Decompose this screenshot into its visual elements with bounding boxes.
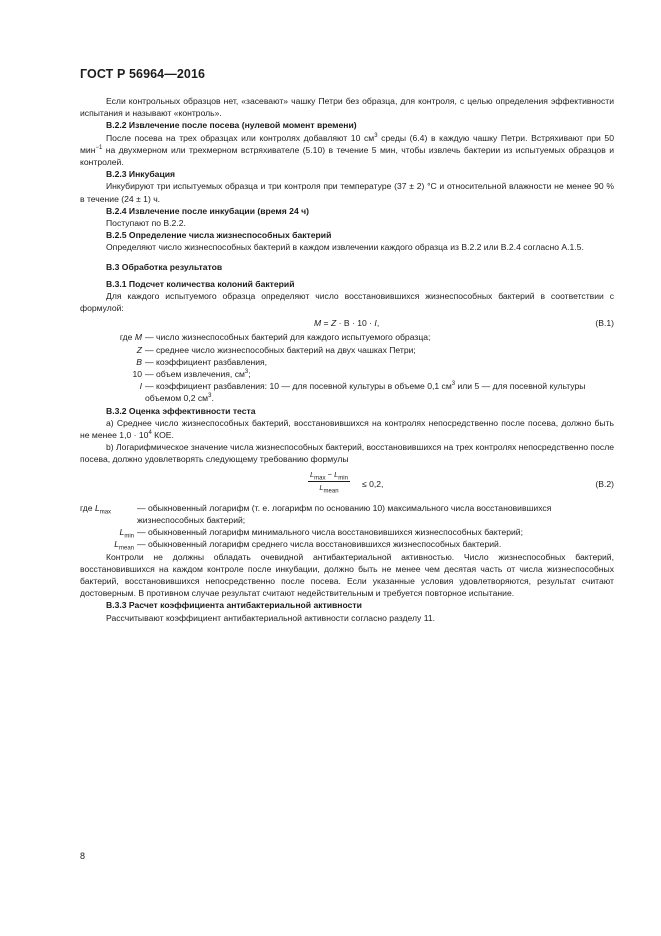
where-sym-10: 10 bbox=[132, 369, 142, 380]
where-sym-l: I bbox=[139, 381, 142, 392]
b22-text-c: на двухмерном или трехмерном встряхивателе (5.10) в течение 5 мин, чтобы извлечь бактерии из испытуемых образцов и контролей. bbox=[80, 144, 614, 168]
formula-b-1 bbox=[80, 317, 614, 331]
where-text-10-a: — объем извлечения, см bbox=[145, 369, 245, 380]
where-list-1 bbox=[80, 331, 614, 404]
where-text-l-c: . bbox=[211, 393, 214, 404]
formula-b-2-fraction bbox=[308, 470, 350, 493]
where-text-m: — число жизнеспособных бактерий для каждого испытуемого образца; bbox=[145, 332, 431, 343]
paragraph-b-2-4: Поступают по B.2.2. bbox=[106, 218, 186, 229]
formula-eq: = bbox=[321, 318, 331, 329]
formula-b-2 bbox=[80, 470, 614, 500]
paragraph-b-3-2-c: Контроли не должны обладать очевидной антибактериальной активностью. Число жизнеспособных бактерий, восстановившихся на каждом контроле после инкубации, должно быть не менее чем десятая часть от числа жизнеспособных бактерий, восстановившихся непосредственно после посева. Если указанные условия удовлетворяются, результат считают достоверным. В противном случае результат считают недействительным и требуется повторное испытание. bbox=[80, 551, 614, 599]
fraction-l-min: L bbox=[334, 469, 339, 479]
formula-z: Z bbox=[330, 318, 337, 329]
formula-l: I bbox=[374, 318, 377, 329]
heading-b-3-3: B.3.3 Расчет коэффициента антибактериальной активности bbox=[106, 600, 362, 611]
paragraph-b-2-3: Инкубируют три испытуемых образца и три контроля при температуре (37 ± 2) °С и относительной влажности не менее 90 % в течение (24 ± 1) ч. bbox=[80, 181, 614, 204]
where-text-l-a: — коэффициент разбавления: 10 — для посевной культуры в объеме 0,1 см bbox=[145, 381, 452, 392]
b32-a-sup: 4 bbox=[148, 430, 152, 437]
heading-b-2-4: B.2.4 Извлечение после инкубации (время 24 ч) bbox=[106, 205, 309, 216]
where-text-10 bbox=[142, 368, 614, 380]
where2-item-mean bbox=[80, 538, 614, 553]
where-sup-l-2: 3 bbox=[208, 393, 212, 400]
where-sup-10: 3 bbox=[244, 369, 249, 376]
where-sym-z: Z bbox=[136, 344, 142, 355]
where2-item-max bbox=[80, 502, 614, 526]
where2-text-mean: — обыкновенный логарифм среднего числа восстановившихся жизнеспособных бактерий. bbox=[137, 539, 502, 550]
where-list-2 bbox=[80, 502, 614, 551]
paragraph-b-3-1: Для каждого испытуемого образца определяют число восстановившихся жизнеспособных бактерий в соответствии с формулой: bbox=[80, 291, 614, 314]
b22-sup-1: 3 bbox=[374, 132, 378, 139]
page-header-title: ГОСТ Р 56964—2016 bbox=[80, 67, 206, 81]
where2-sub-min: min bbox=[124, 533, 134, 540]
formula-b-1-number: (B.1) bbox=[595, 318, 614, 329]
where2-sub-mean: mean bbox=[118, 546, 134, 553]
b22-sup-2: −1 bbox=[95, 144, 103, 151]
where2-sym-mean: L bbox=[114, 539, 119, 550]
b32-a-text: а) Среднее число жизнеспособных бактерий, восстановившихся на контролях непосредственно после посева, должно быть не менее 1,0 · 10 bbox=[80, 417, 614, 441]
heading-b-2-5: B.2.5 Определение числа жизнеспособных бактерий bbox=[106, 230, 332, 241]
fraction-sub-max: max bbox=[314, 475, 326, 482]
fraction-denominator bbox=[308, 482, 350, 493]
fraction-l-mean: L bbox=[319, 482, 324, 492]
where2-item-min bbox=[80, 526, 614, 538]
formula-b-2-number: (B.2) bbox=[595, 478, 614, 489]
where-sup-l-1: 3 bbox=[451, 381, 456, 388]
where-prefix-2: где bbox=[80, 502, 95, 513]
fraction-sub-min: min bbox=[338, 475, 348, 482]
formula-m: M bbox=[314, 318, 322, 329]
formula-b-2-condition: ≤ 0,2, bbox=[362, 478, 384, 489]
heading-b-3-1: B.3.1 Подсчет количества колоний бактерий bbox=[106, 278, 295, 289]
where-item-10 bbox=[80, 368, 614, 380]
where-text-l bbox=[139, 380, 614, 404]
where-item-m bbox=[80, 331, 614, 343]
where-item-l bbox=[80, 380, 614, 404]
fraction-numerator bbox=[308, 470, 350, 482]
where-text-10-b: ; bbox=[248, 369, 251, 380]
where-sym-b: B bbox=[136, 356, 142, 367]
paragraph-intro: Если контрольных образцов нет, «засевают» чашку Петри без образца, для контроля, с целью определения эффективности испытания и называют «контроль». bbox=[80, 96, 614, 119]
where2-text-max: — обыкновенный логарифм (т. е. логарифм по основанию 10) максимального числа восстановившихся жизнеспособных бактерий; bbox=[137, 502, 552, 525]
where-text-b: — коэффициент разбавления, bbox=[145, 356, 268, 367]
b22-text-a: После посева на трех образцах или контролях добавляют 10 см bbox=[106, 132, 375, 143]
formula-end: , bbox=[376, 318, 380, 329]
paragraph-b-3-2-a bbox=[80, 417, 614, 441]
where2-sub-max: max bbox=[99, 509, 112, 516]
where-item-b bbox=[80, 356, 614, 368]
where-text-l-b: или 5 — для посевной культуры объемом 0,2 см bbox=[145, 381, 586, 404]
fraction-minus: − bbox=[325, 469, 335, 479]
document-body bbox=[80, 95, 614, 624]
heading-b-2-3: B.2.3 Инкубация bbox=[106, 169, 176, 180]
fraction-sub-mean: mean bbox=[323, 488, 339, 495]
paragraph-b-2-5: Определяют число жизнеспособных бактерий в каждом извлечении каждого образца из B.2.2 или B.2.4 согласно А.1.5. bbox=[106, 242, 584, 253]
formula-rest: · B · 10 · bbox=[336, 318, 375, 329]
heading-b-3: B.3 Обработка результатов bbox=[106, 261, 223, 272]
fraction-l-max: L bbox=[310, 469, 315, 479]
heading-b-2-2: B.2.2 Извлечение после посева (нулевой момент времени) bbox=[106, 120, 357, 131]
formula-b-1-expression bbox=[314, 317, 379, 329]
paragraph-b-3-2-b: b) Логарифмическое значение числа жизнеспособных бактерий, восстановившихся на трех контролях непосредственно после посева, должно удовлетворять следующему требованию формулы bbox=[80, 442, 614, 465]
where-prefix-1: где bbox=[119, 332, 135, 343]
paragraph-b-2-2 bbox=[80, 132, 614, 169]
where-item-z bbox=[80, 344, 614, 356]
b22-text-b: среды (6.4) в каждую чашку Петри. Встряхивают при 50 мин bbox=[80, 132, 614, 155]
where-text-z: — среднее число жизнеспособных бактерий на двух чашках Петри; bbox=[145, 344, 416, 355]
where2-text-min: — обыкновенный логарифм минимального числа восстановившихся жизнеспособных бактерий; bbox=[137, 527, 523, 538]
paragraph-b-3-3: Рассчитывают коэффициент антибактериальной активности согласно разделу 11. bbox=[106, 612, 436, 623]
heading-b-3-2: B.3.2 Оценка эффективности теста bbox=[106, 405, 256, 416]
where2-sym-max: L bbox=[94, 502, 100, 513]
where2-sym-min: L bbox=[119, 527, 125, 538]
b32-a-text-b: КОЕ. bbox=[151, 430, 174, 441]
page-number: 8 bbox=[80, 851, 86, 861]
where-sym-m: M bbox=[134, 332, 142, 343]
